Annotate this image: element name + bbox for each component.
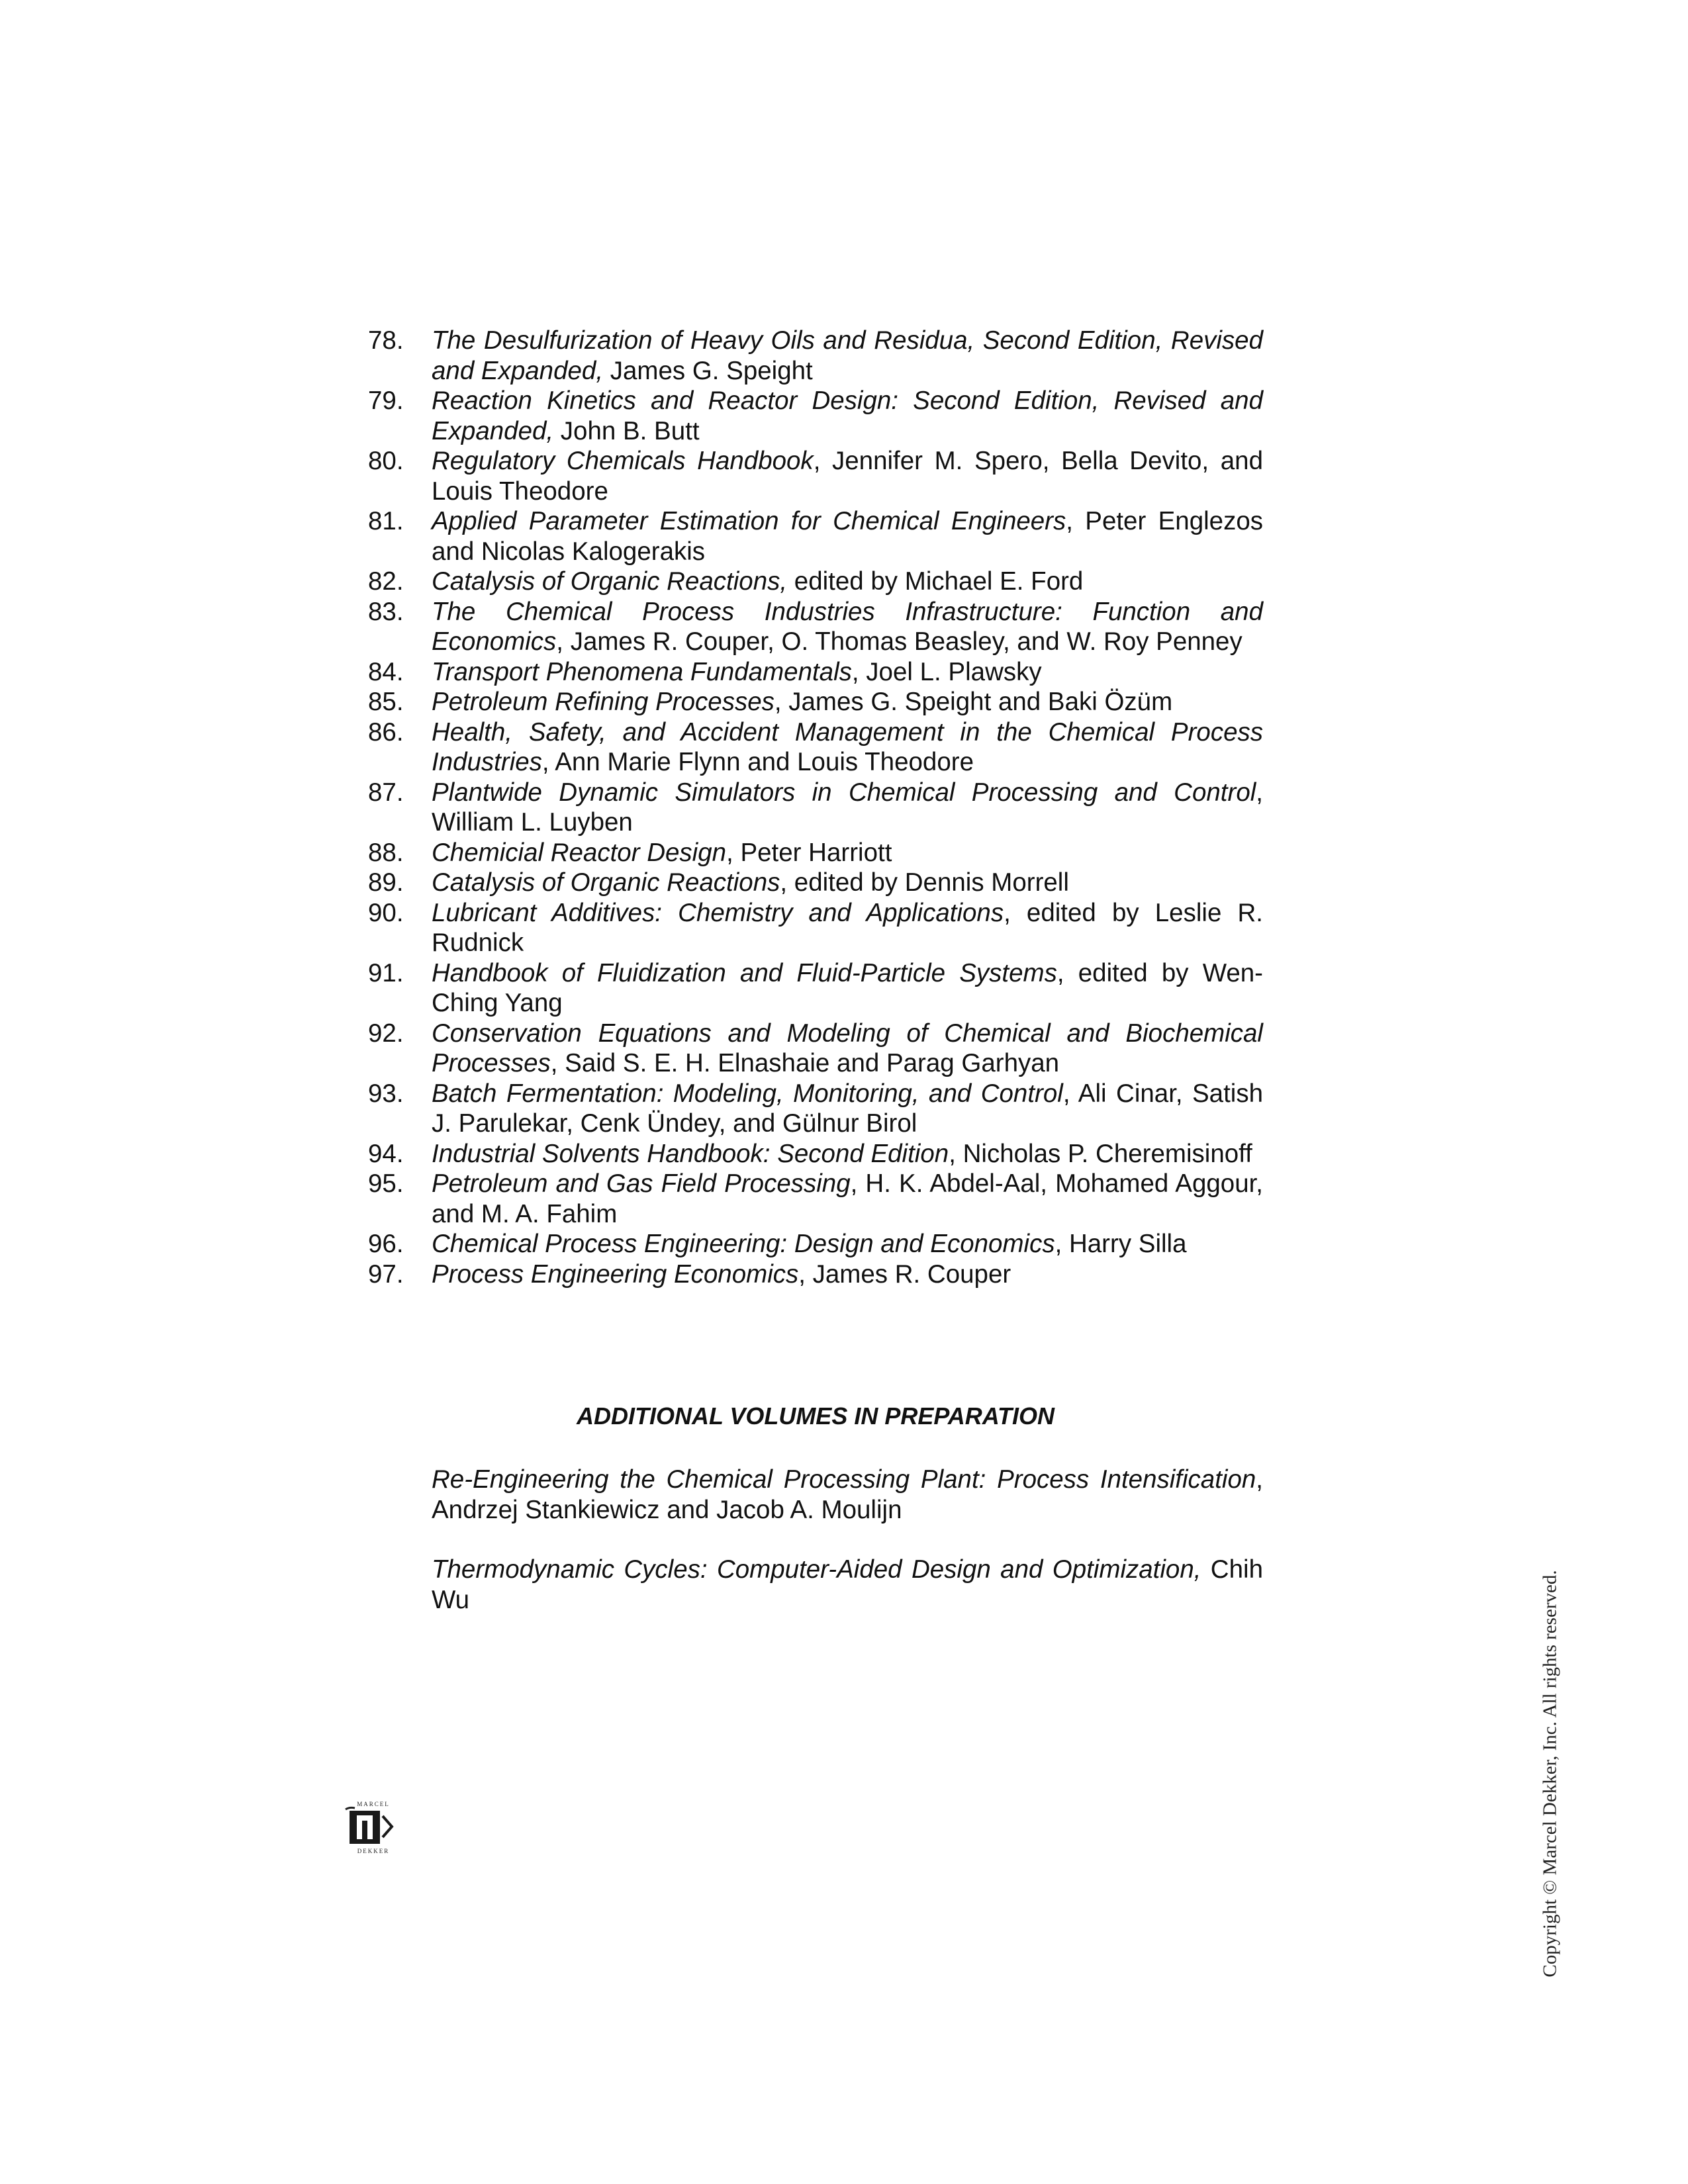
item-number: 93. bbox=[368, 1079, 404, 1108]
book-title: Chemicial Reactor Design bbox=[432, 838, 727, 867]
book-authors: , Said S. E. H. Elnashaie and Parag Garhyan bbox=[550, 1049, 1060, 1077]
copyright-text: Copyright © Marcel Dekker, Inc. All rights reserved. bbox=[1539, 1570, 1561, 1978]
book-title: Chemical Process Engineering: Design and Economics bbox=[432, 1230, 1055, 1258]
book-title: Regulatory Chemicals Handbook bbox=[432, 447, 814, 475]
item-text bbox=[432, 717, 1263, 778]
book-authors: , Nicholas P. Cheremisinoff bbox=[949, 1139, 1252, 1168]
book-authors: Chih Wu bbox=[432, 1555, 1263, 1614]
item-text bbox=[432, 567, 1263, 597]
item-text bbox=[432, 597, 1263, 657]
item-number: 97. bbox=[368, 1259, 404, 1289]
book-authors: , edited by Wen-Ching Yang bbox=[432, 958, 1263, 1017]
book-title: The Chemical Process Industries Infrastructure: Function and Economics bbox=[432, 597, 1263, 656]
list-item bbox=[368, 898, 1263, 958]
book-authors: , James G. Speight and Baki Özüm bbox=[774, 688, 1173, 716]
list-item bbox=[368, 1079, 1263, 1139]
book-title: Process Engineering Economics bbox=[432, 1259, 799, 1289]
book-authors: John B. Butt bbox=[553, 416, 700, 445]
item-number: 86. bbox=[368, 717, 404, 747]
item-number: 87. bbox=[368, 778, 404, 807]
item-number: 79. bbox=[368, 387, 404, 415]
item-text bbox=[432, 1079, 1263, 1139]
book-authors: , Peter Harriott bbox=[726, 838, 892, 867]
item-text bbox=[432, 687, 1263, 717]
book-authors: , Ali Cinar, Satish J. Parulekar, Cenk Ündey, and Gülnur Birol bbox=[432, 1079, 1264, 1138]
series-list bbox=[368, 326, 1263, 1289]
item-text bbox=[432, 506, 1263, 567]
preparation-heading: ADDITIONAL VOLUMES IN PREPARATION bbox=[576, 1402, 1055, 1430]
book-authors: , Joel L. Plawsky bbox=[851, 657, 1042, 686]
book-title: Petroleum Refining Processes bbox=[432, 688, 774, 716]
book-authors: , edited by Leslie R. Rudnick bbox=[432, 898, 1263, 957]
list-item bbox=[368, 1019, 1263, 1079]
book-title: The Desulfurization of Heavy Oils and Residua, Second Edition, Revised and Expanded, bbox=[432, 326, 1263, 385]
list-item bbox=[368, 326, 1263, 386]
list-item bbox=[368, 1229, 1263, 1259]
list-item bbox=[368, 868, 1263, 898]
item-number: 84. bbox=[368, 657, 404, 686]
copyright-notice bbox=[1537, 1569, 1564, 1979]
item-text bbox=[432, 838, 1263, 868]
item-number: 94. bbox=[368, 1139, 404, 1168]
list-item bbox=[368, 717, 1263, 778]
list-item bbox=[368, 1169, 1263, 1229]
book-title: Re-Engineering the Chemical Processing Plant: Process Intensification bbox=[432, 1465, 1256, 1494]
item-number: 92. bbox=[368, 1019, 404, 1048]
list-item bbox=[368, 1139, 1263, 1169]
book-title: Plantwide Dynamic Simulators in Chemical Processing and Control bbox=[432, 778, 1256, 807]
item-text bbox=[432, 1259, 1263, 1290]
item-number: 91. bbox=[368, 958, 404, 987]
logo-bottom-text: DEKKER bbox=[357, 1848, 390, 1854]
book-authors: , William L. Luyben bbox=[432, 778, 1263, 837]
book-authors: , Jennifer M. Spero, Bella Devito, and Louis Theodore bbox=[432, 447, 1263, 506]
list-item bbox=[368, 446, 1263, 506]
list-item bbox=[368, 1259, 1263, 1290]
list-item bbox=[368, 386, 1263, 446]
item-number: 85. bbox=[368, 688, 404, 716]
item-text bbox=[432, 868, 1263, 898]
book-authors: , Harry Silla bbox=[1055, 1230, 1187, 1258]
item-number: 82. bbox=[368, 567, 404, 596]
book-title: Thermodynamic Cycles: Computer-Aided Design and Optimization, bbox=[432, 1555, 1201, 1584]
item-number: 90. bbox=[368, 898, 404, 927]
book-title: Batch Fermentation: Modeling, Monitoring, and Control bbox=[432, 1079, 1063, 1108]
item-text bbox=[432, 386, 1263, 446]
book-title: Applied Parameter Estimation for Chemical Engineers bbox=[432, 507, 1066, 535]
item-number: 78. bbox=[368, 326, 404, 355]
item-text bbox=[432, 657, 1263, 688]
book-authors: , Ann Marie Flynn and Louis Theodore bbox=[541, 748, 974, 776]
book-authors: , Andrzej Stankiewicz and Jacob A. Moulijn bbox=[432, 1465, 1263, 1524]
book-title: Catalysis of Organic Reactions, bbox=[432, 567, 788, 596]
item-number: 89. bbox=[368, 868, 404, 897]
book-authors: edited by Michael E. Ford bbox=[787, 567, 1084, 596]
book-authors: , James R. Couper bbox=[798, 1259, 1011, 1289]
list-item bbox=[368, 687, 1263, 717]
item-number: 96. bbox=[368, 1230, 404, 1258]
book-title: Conservation Equations and Modeling of Chemical and Biochemical Processes bbox=[432, 1019, 1263, 1077]
item-text bbox=[432, 898, 1263, 958]
list-item bbox=[368, 567, 1263, 597]
item-number: 81. bbox=[368, 507, 404, 535]
item-number: 88. bbox=[368, 838, 404, 867]
book-authors: , James R. Couper, O. Thomas Beasley, and W. Roy Penney bbox=[556, 627, 1243, 656]
item-number: 80. bbox=[368, 447, 404, 475]
book-title: Reaction Kinetics and Reactor Design: Second Edition, Revised and Expanded, bbox=[432, 387, 1263, 445]
item-text bbox=[432, 446, 1263, 506]
preparation-item bbox=[432, 1465, 1263, 1525]
item-number: 83. bbox=[368, 597, 404, 626]
preparation-item bbox=[432, 1555, 1263, 1615]
book-authors: , edited by Dennis Morrell bbox=[780, 868, 1069, 897]
book-title: Transport Phenomena Fundamentals bbox=[432, 657, 852, 686]
list-item bbox=[368, 657, 1263, 688]
item-text bbox=[432, 958, 1263, 1019]
item-text bbox=[432, 1139, 1263, 1169]
book-title: Petroleum and Gas Field Processing bbox=[432, 1169, 851, 1198]
book-authors: , H. K. Abdel-Aal, Mohamed Aggour, and M. A. Fahim bbox=[432, 1169, 1264, 1228]
book-title: Handbook of Fluidization and Fluid-Particle Systems bbox=[432, 958, 1057, 987]
item-number: 95. bbox=[368, 1169, 404, 1198]
item-text bbox=[432, 1229, 1263, 1259]
book-authors: James G. Speight bbox=[603, 356, 813, 385]
item-text bbox=[432, 1019, 1263, 1079]
item-text bbox=[432, 1169, 1263, 1229]
book-authors: , Peter Englezos and Nicolas Kalogerakis bbox=[432, 507, 1263, 566]
book-title: Lubricant Additives: Chemistry and Applications bbox=[432, 898, 1004, 927]
list-item bbox=[368, 778, 1263, 838]
list-item bbox=[368, 597, 1263, 657]
book-title: Health, Safety, and Accident Management in the Chemical Process Industries bbox=[432, 717, 1263, 776]
list-item bbox=[368, 506, 1263, 567]
item-text bbox=[432, 778, 1263, 838]
book-title: Industrial Solvents Handbook: Second Edition bbox=[432, 1139, 949, 1168]
marcel-dekker-logo-icon bbox=[336, 1797, 410, 1857]
item-text bbox=[432, 326, 1263, 386]
book-title: Catalysis of Organic Reactions bbox=[432, 868, 780, 897]
list-item bbox=[368, 838, 1263, 868]
logo-top-text: MARCEL bbox=[357, 1801, 390, 1807]
list-item bbox=[368, 958, 1263, 1019]
